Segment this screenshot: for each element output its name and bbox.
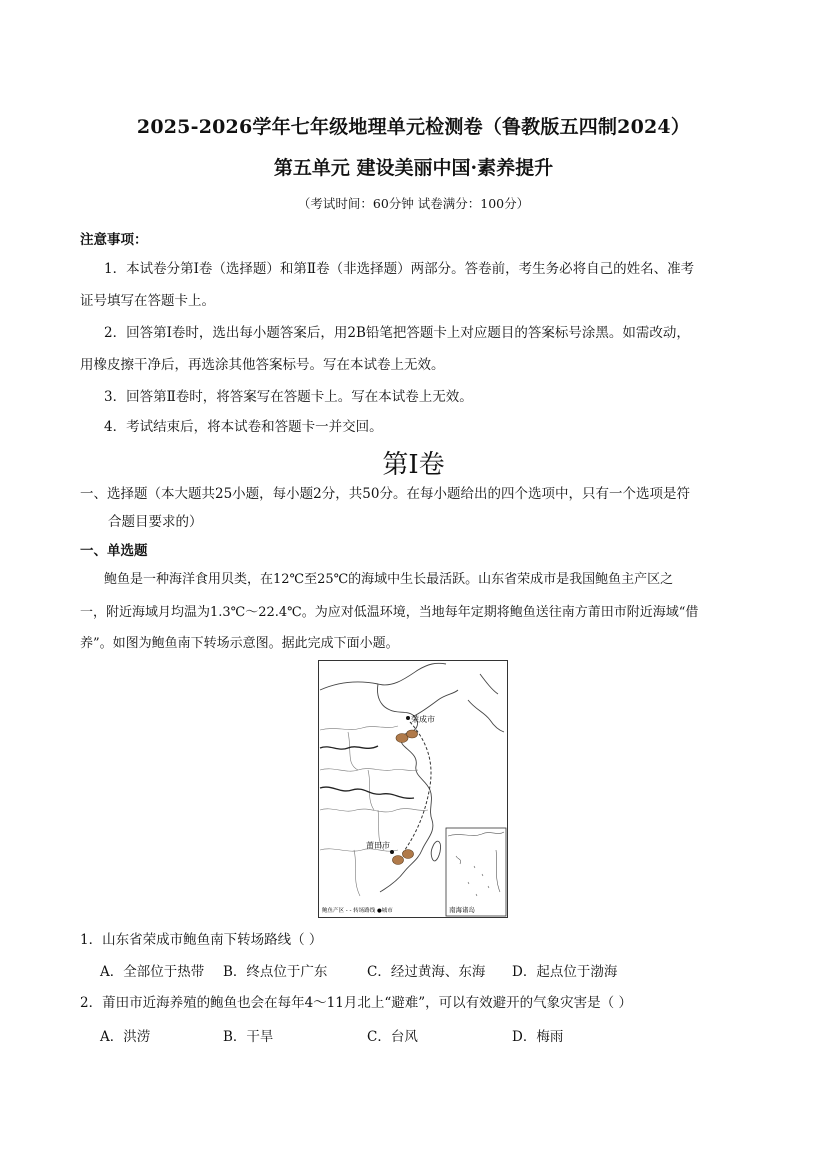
city-marker-putian — [390, 850, 394, 854]
exam-info: （考试时间：60分钟 试卷满分：100分） — [297, 196, 530, 211]
passage-line: 养”。如图为鲍鱼南下转场示意图。据此完成下面小题。 — [80, 636, 399, 651]
note-line: 2．回答第Ⅰ卷时，选出每小题答案后，用2B铅笔把答题卡上对应题目的答案标号涂黑。如需改动， — [104, 325, 690, 341]
label-rongcheng: 荣成市 — [411, 715, 435, 724]
sub-heading: 一、单选题 — [80, 543, 148, 559]
volume-title: 第Ⅰ卷 — [382, 450, 445, 480]
question-1-stem: 1．山东省荣成市鲍鱼南下转场路线（ ） — [80, 932, 323, 948]
note-line: 3．回答第Ⅱ卷时，将答案写在答题卡上。写在本试卷上无效。 — [104, 389, 473, 405]
question-1-option-a[interactable]: A．全部位于热带 — [100, 964, 205, 980]
note-line: 用橡皮擦干净后，再选涂其他答案标号。写在本试卷上无效。 — [80, 357, 445, 373]
note-line: 4．考试结束后，将本试卷和答题卡一并交回。 — [104, 419, 383, 435]
question-2-option-b[interactable]: B．干旱 — [223, 1029, 274, 1045]
exam-subtitle: 第五单元 建设美丽中国·素养提升 — [273, 157, 554, 179]
label-putian: 莆田市 — [366, 841, 390, 850]
question-1-option-d[interactable]: D．起点位于渤海 — [512, 964, 618, 980]
note-line: 证号填写在答题卡上。 — [80, 293, 215, 309]
inset-label: 南海诸岛 — [449, 906, 475, 914]
question-2-stem: 2．莆田市近海养殖的鲍鱼也会在每年4～11月北上“避难”，可以有效避开的气象灾害是（ ） — [80, 995, 632, 1011]
question-1-option-b[interactable]: B．终点位于广东 — [223, 964, 328, 980]
passage-line: 鲍鱼是一种海洋食用贝类，在12℃至25℃的海域中生长最活跃。山东省荣成市是我国鲍鱼主产区之 — [104, 572, 674, 587]
passage-line: 一，附近海域月均温为1.3℃～22.4℃。为应对低温环境，当地每年定期将鲍鱼送往南方莆田市附近海域“借 — [80, 605, 699, 620]
map-legend: 鲍鱼产区 - - 转场路线 ●城市 — [322, 908, 393, 914]
question-1-option-c[interactable]: C．经过黄海、东海 — [367, 964, 486, 980]
south-china-sea-inset — [446, 828, 506, 916]
question-2-option-a[interactable]: A．洪涝 — [100, 1029, 151, 1045]
abalone-transfer-map — [318, 660, 508, 918]
question-2-option-d[interactable]: D．梅雨 — [512, 1029, 564, 1045]
question-2-option-c[interactable]: C．台风 — [367, 1029, 418, 1045]
notes-title: 注意事项： — [80, 232, 148, 248]
exam-title: 2025-2026学年七年级地理单元检测卷（鲁教版五四制2024） — [136, 116, 691, 138]
note-line: 1．本试卷分第Ⅰ卷（选择题）和第Ⅱ卷（非选择题）两部分。答卷前，考生务必将自己的姓名、准考 — [104, 261, 695, 277]
section-heading: 一、选择题（本大题共25小题，每小题2分，共50分。在每小题给出的四个选项中，只有一个选项是符 — [80, 486, 690, 502]
section-heading-cont: 合题目要求的） — [108, 514, 203, 530]
city-marker-rongcheng — [406, 716, 410, 720]
